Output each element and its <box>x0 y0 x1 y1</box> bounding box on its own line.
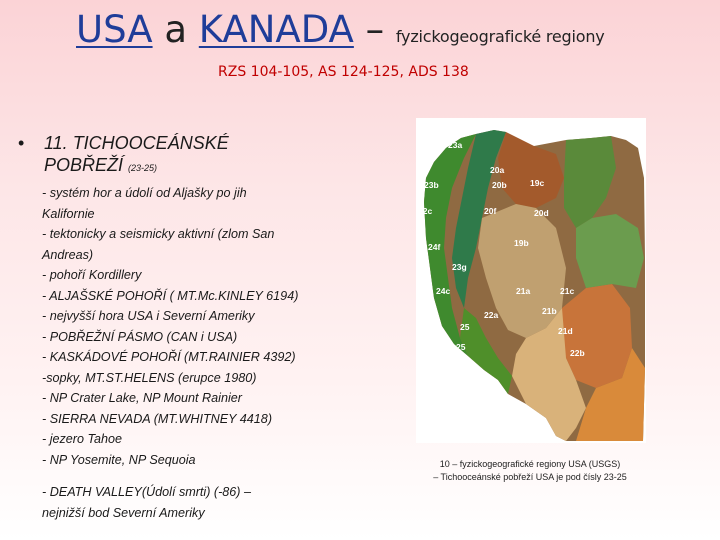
content-line: - jezero Tahoe <box>42 432 123 446</box>
death-valley-note <box>42 482 342 523</box>
heading-line2: POBŘEŽÍ <box>44 155 124 175</box>
map-label: 21b <box>542 306 557 316</box>
map-label: 22a <box>484 310 499 320</box>
map-label: 25 <box>460 322 470 332</box>
content-line: - NP Yosemite, NP Sequoia <box>42 452 196 467</box>
map-label: 20f <box>484 206 497 216</box>
map-label: 20a <box>490 165 505 175</box>
content-line: - SIERRA NEVADA (MT.WHITNEY 4418) <box>42 411 273 426</box>
content-line: Andreas) <box>42 247 94 262</box>
content-line: - systém hor a údolí od Aljašky po jih <box>42 186 247 200</box>
footer-line: nejnižší bod Severní Ameriky <box>42 505 205 520</box>
map-label: 24f <box>428 242 441 252</box>
content-line: - KASKÁDOVÉ POHOŘÍ (MT.RAINIER 4392) <box>42 350 296 364</box>
heading-range: (23-25) <box>128 163 158 173</box>
page-title <box>76 6 605 61</box>
content-line: - nejvyšší hora USA i Severní Ameriky <box>42 309 255 323</box>
title-a: a <box>164 8 188 51</box>
map-label: 23a <box>448 140 463 150</box>
map-label: 25 <box>456 342 466 352</box>
content-line: - ALJAŠSKÉ POHOŘÍ ( MT.Mc.KINLEY 6194) <box>42 288 299 303</box>
map-label: 19c <box>530 178 545 188</box>
content-line: -sopky, MT.ST.HELENS (erupce 1980) <box>42 370 257 385</box>
map-label: 19b <box>514 238 529 248</box>
footer-line: - DEATH VALLEY(Údolí smrti) (-86) – <box>42 485 252 499</box>
map-label: 24a <box>458 122 473 132</box>
heading-line1: 11. TICHOOCEÁNSKÉ <box>44 133 229 153</box>
caption-line2: – Tichooceánské pobřeží USA je pod čísly 23-25 <box>433 472 627 482</box>
kanada-link[interactable]: KANADA <box>198 8 354 51</box>
map-label: 24c <box>436 286 451 296</box>
title-subtitle: fyzickogeografické regiony <box>395 27 605 46</box>
usa-link[interactable]: USA <box>76 8 153 51</box>
title-dash: – <box>365 8 385 51</box>
map-caption <box>400 458 660 484</box>
regions-map-graphic <box>416 118 646 443</box>
regions-map <box>416 118 646 443</box>
map-label: 23b <box>424 180 439 190</box>
map-label: 23g <box>452 262 467 272</box>
map-label: 20d <box>534 208 549 218</box>
map-label: 21c <box>560 286 575 296</box>
content-line: - POBŘEŽNÍ PÁSMO (CAN i USA) <box>42 329 238 344</box>
map-label: 22c <box>418 206 433 216</box>
content-line: Kalifornie <box>42 206 95 221</box>
map-label: 21d <box>558 326 573 336</box>
map-label: 20b <box>492 180 507 190</box>
bullet-marker: • <box>18 133 25 153</box>
map-label: 22b <box>570 348 585 358</box>
content-line: - NP Crater Lake, NP Mount Rainier <box>42 391 242 405</box>
content-line: - pohoří Kordillery <box>42 268 142 282</box>
map-label: 21a <box>516 286 531 296</box>
references-line: RZS 104-105, AS 124-125, ADS 138 <box>218 64 469 80</box>
content-line: - tektonicky a seismicky aktivní (zlom San <box>42 227 275 241</box>
caption-line1: 10 – fyzickogeografické regiony USA (USGS) <box>439 459 621 469</box>
content-list <box>42 183 392 470</box>
